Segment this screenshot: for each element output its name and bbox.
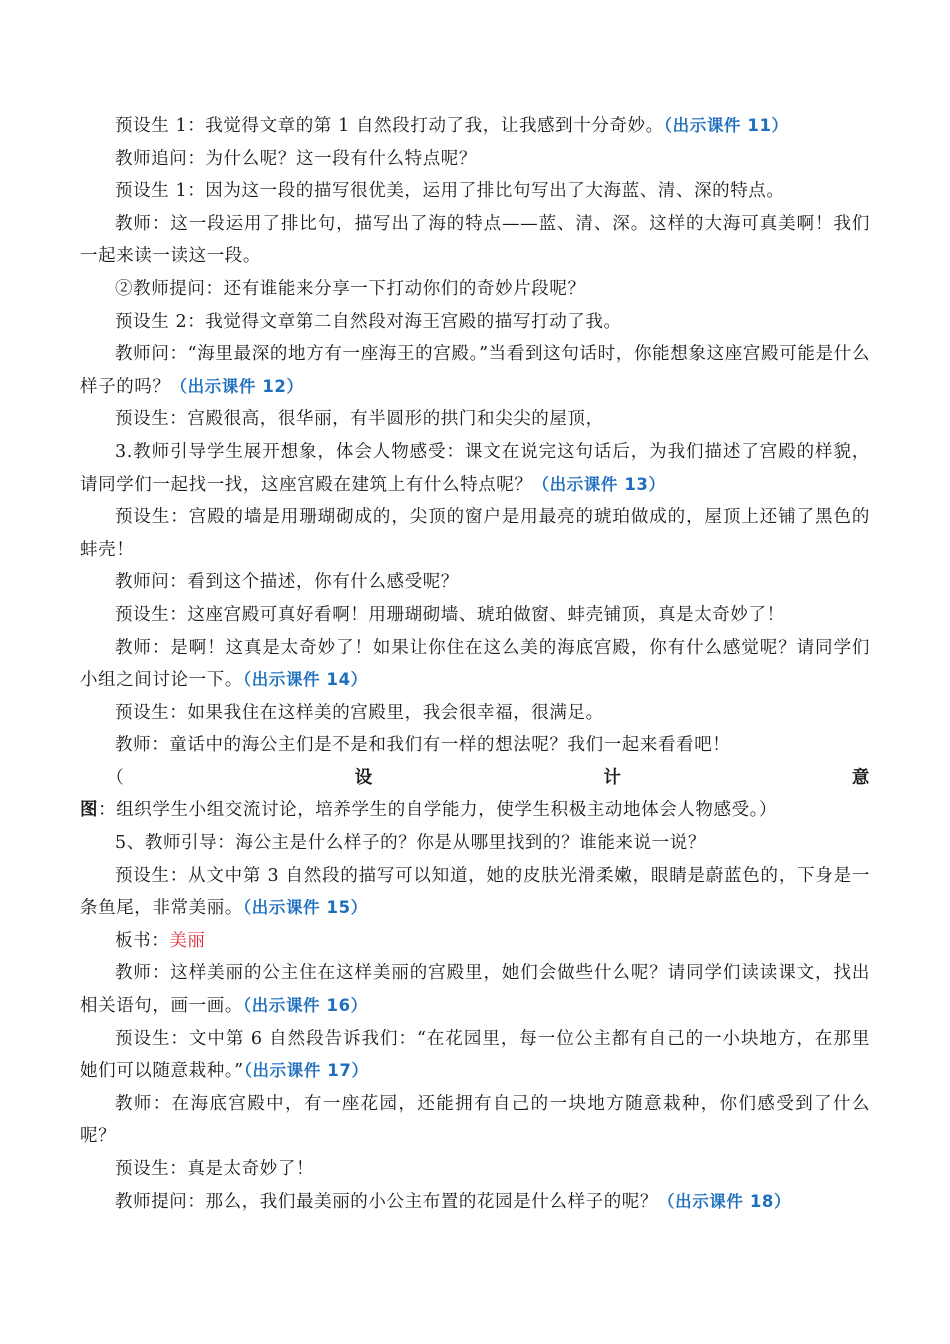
courseware-ref: （出示课件 12） (170, 376, 304, 396)
courseware-ref: （出示课件 13） (532, 474, 666, 494)
paragraph: 教师：这一段运用了排比句，描写出了海的特点——蓝、清、深。这样的大海可真美啊！我们一起来读一读这一段。 (80, 213, 870, 267)
paragraph: 教师：在海底宫殿中，有一座花园，还能拥有自己的一块地方随意栽种，你们感受到了什么呢？ (80, 1093, 870, 1147)
courseware-ref: （出示课件 16） (242, 996, 368, 1016)
paragraph: 教师问：“海里最深的地方有一座海王的宫殿。”当看到这句话时，你能想象这座宫殿可能是什么样子的吗？（出示课件 12） (80, 344, 870, 397)
courseware-ref: （出示课件 17） (243, 1061, 369, 1081)
paragraph: 5、教师引导：海公主是什么样子的？你是从哪里找到的？谁能来说一说？ (115, 833, 706, 854)
paragraph: 预设生：真是太奇妙了！ (115, 1159, 315, 1179)
paragraph: 预设生：这座宫殿可真好看啊！用珊瑚砌墙、琥珀做窗、蚌壳铺顶，真是太奇妙了！ (115, 604, 785, 625)
paragraph: 预设生：文中第 6 自然段告诉我们：“在花园里，每一位公主都有自己的一小块地方，在那里她们可以随意栽种。”（出示课件 17） (80, 1028, 870, 1082)
design-intent: （设计意图：组织学生小组交流讨论，培养学生的自学能力，使学生积极主动地体会人物感受。） (80, 767, 870, 821)
courseware-ref: （出示课件 15） (242, 898, 368, 918)
courseware-ref: （出示课件 11） (663, 116, 789, 135)
paragraph: 预设生：宫殿很高，很华丽，有半圆形的拱门和尖尖的屋顶， (115, 409, 604, 430)
paragraph: 预设生 1：因为这一段的描写很优美，运用了排比句写出了大海蓝、清、深的特点。 (115, 181, 785, 202)
paragraph: ②教师提问：还有谁能来分享一下打动你们的奇妙片段呢？ (115, 278, 586, 299)
paragraph: 教师问：看到这个描述，你有什么感受呢？ (115, 572, 459, 593)
document-body (80, 110, 870, 1218)
paragraph: 教师提问：那么，我们最美丽的小公主布置的花园是什么样子的呢？（出示课件 18） (115, 1191, 792, 1212)
paragraph: 教师：这样美丽的公主住在这样美丽的宫殿里，她们会做些什么呢？请同学们读读课文，找出相关语句，画一画。（出示课件 16） (80, 963, 870, 1017)
courseware-ref: （出示课件 14） (242, 670, 368, 690)
paragraph: 预设生：如果我住在这样美的宫殿里，我会很幸福，很满足。 (115, 702, 604, 723)
blackboard-note: 板书：美丽 (115, 930, 206, 951)
design-intent-label: 设计意图 (80, 767, 870, 821)
paragraph: 预设生：宫殿的墙是用珊瑚砌成的，尖顶的窗户是用最亮的琥珀做成的，屋顶上还铺了黑色的蚌壳！ (80, 507, 870, 560)
paragraph: 教师：童话中的海公主们是不是和我们有一样的想法呢？我们一起来看看吧！ (115, 735, 731, 756)
paragraph: 教师：是啊！这真是太奇妙了！如果让你住在这么美的海底宫殿，你有什么感觉呢？请同学们小组之间讨论一下。（出示课件 14） (80, 637, 870, 691)
paragraph: 教师追问：为什么呢？这一段有什么特点呢？ (115, 148, 477, 169)
blackboard-keyword: 美丽 (169, 930, 206, 951)
paragraph: 预设生 2：我觉得文章第二自然段对海王宫殿的描写打动了我。 (115, 311, 622, 332)
paragraph: 3.教师引导学生展开想象，体会人物感受：课文在说完这句话后，为我们描述了宫殿的样貌，请同学们一起找一找，这座宫殿在建筑上有什么特点呢？（出示课件 13） (80, 441, 870, 495)
paragraph: 预设生：从文中第 3 自然段的描写可以知道，她的皮肤光滑柔嫩，眼睛是蔚蓝色的，下身是一条鱼尾，非常美丽。（出示课件 15） (80, 865, 870, 919)
paragraph: 预设生 1：我觉得文章的第 1 自然段打动了我，让我感到十分奇妙。（出示课件 11） (115, 116, 789, 136)
courseware-ref: （出示课件 18） (658, 1191, 792, 1211)
